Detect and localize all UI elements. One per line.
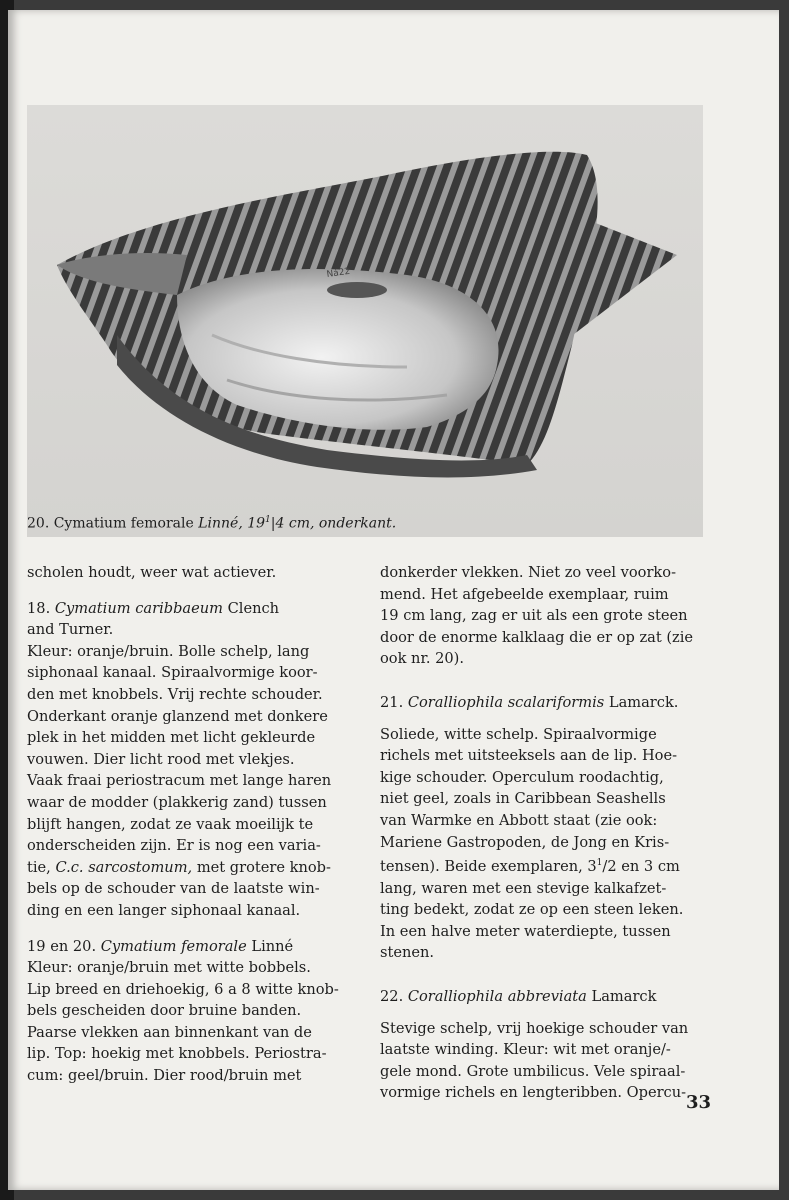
text-line: gele mond. Grote umbilicus. Vele spiraal- [380,1062,686,1080]
text-line: Lip breed en driehoekig, 6 a 8 witte knob- [27,980,339,998]
text-line: Paarse vlekken aan binnenkant van de [27,1023,312,1041]
text-line: siphonaal kanaal. Spiraalvormige koor- [27,664,318,682]
text-line: stenen. [380,944,435,962]
heading-21 [380,692,707,714]
text-line: plek in het midden met licht gekleurde [27,729,316,747]
species-name: Coralliophila abbreviata [407,987,587,1005]
text-fragment: met grotere knob- [196,858,331,876]
shell-photograph [27,105,703,537]
text-line: den met knobbels. Vrij rechte schouder. [27,685,323,703]
text-line: blijft hangen, zodat ze vaak moeilijk te [27,815,314,833]
heading-22 [380,986,707,1008]
text-line: laatste winding. Kleur: wit met oranje/- [380,1041,671,1059]
paragraph-21 [380,724,707,964]
text-fragment: /2 en 3 cm [602,857,680,875]
text-line: In een halve meter waterdiepte, tussen [380,922,671,940]
text-line: cum: geel/bruin. Dier rood/bruin met [27,1067,302,1085]
species-name: Cymatium femorale [100,937,247,955]
text-line: 19 cm lang, zag er uit als een grote steen [380,607,688,625]
caption-rest: |4 cm, onderkant. [270,515,397,532]
variety-name: C.c. sarcostomum, [55,858,193,876]
caption-number: 20. Cymatium femorale [27,515,194,532]
text-line: Mariene Gastropoden, de Jong en Kris- [380,833,670,851]
text-line: mend. Het afgebeelde exemplaar, ruim [380,585,669,603]
text-line: waar de modder (plakkerig zand) tussen [27,793,327,811]
text-line: richels met uitsteeksels aan de lip. Hoe- [380,747,678,765]
text-fragment: tensen). Beide exemplaren, 3 [380,857,597,875]
page-number: 33 [686,1092,712,1113]
paragraph-continued: scholen houdt, weer wat actiever. [27,564,277,581]
text-line [27,857,353,879]
heading-number: 19 en 20. [27,937,97,955]
paragraph-19-20 [27,957,353,1087]
author-name: Lamarck. [608,693,679,711]
text-line: lang, waren met een stevige kalkafzet- [380,879,667,897]
text-line: Kleur: oranje/bruin met witte bobbels. [27,959,311,977]
species-name: Coralliophila scalariformis [407,693,605,711]
text-line: niet geel, zoals in Caribbean Seashells [380,790,666,808]
text-line: ding en een langer siphonaal kanaal. [27,901,301,919]
left-text-column [27,562,353,1087]
text-line: ook nr. 20). [380,650,465,668]
heading-number: 22. [380,987,404,1005]
text-line: Soliede, witte schelp. Spiraalvormige [380,725,657,743]
text-line: donkerder vlekken. Niet zo veel voorko- [380,564,676,581]
text-line: vormige richels en lengteribben. Opercu- [380,1084,687,1102]
text-line: Onderkant oranje glanzend met donkere [27,707,328,725]
fraction-sup: 1 [596,858,603,869]
right-text-column [380,562,707,1104]
author-name: Linné [251,937,294,955]
text-line: bels gescheiden door bruine banden. [27,1002,302,1020]
figure-caption [27,515,396,532]
paragraph-18 [27,641,353,922]
text-line [380,853,707,877]
text-line: van Warmke en Abbott staat (zie ook: [380,811,658,829]
species-name: Cymatium caribbaeum [54,599,223,617]
author-name: Clench [227,599,280,617]
text-line: vouwen. Dier licht rood met vlekjes. [27,750,295,768]
heading-18-author-line: and Turner. [27,621,114,639]
text-line: bels op de schouder van de laatste win- [27,880,320,898]
text-line: Stevige schelp, vrij hoekige schouder van [380,1019,689,1037]
heading-number: 18. [27,599,51,617]
heading-19-20 [27,936,353,958]
text-line: Kleur: oranje/bruin. Bolle schelp, lang [27,642,310,660]
caption-author: Linné, 19 [198,515,266,532]
author-name: Lamarck [591,987,657,1005]
text-line: kige schouder. Operculum roodachtig, [380,768,664,786]
shell-label: Ná22 [326,266,351,280]
text-line: Vaak fraai periostracum met lange haren [27,772,332,790]
text-line: onderscheiden zijn. Er is nog een varia- [27,837,321,855]
paragraph-19-20-continued [380,562,707,670]
heading-number: 21. [380,693,404,711]
text-line: ting bedekt, zodat ze op een steen leken. [380,901,684,919]
paragraph-22 [380,1018,707,1104]
caption-sup: 1 [265,515,271,525]
text-line: door de enorme kalklaag die er op zat (zie [380,628,694,646]
text-fragment: tie, [27,858,51,876]
heading-18 [27,598,353,620]
text-line: lip. Top: hoekig met knobbels. Periostra- [27,1045,327,1063]
